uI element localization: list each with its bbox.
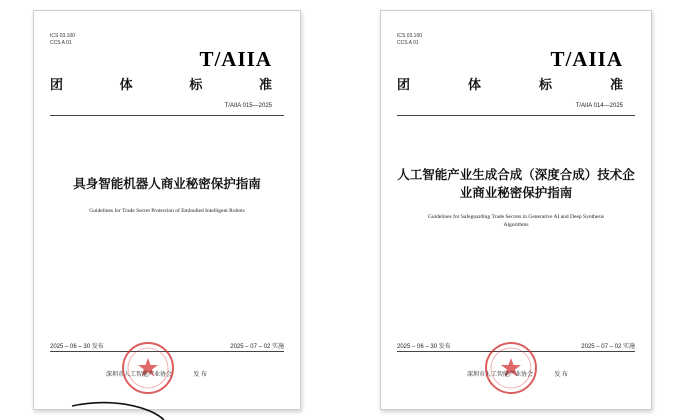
standard-code: T/AIIA: [199, 47, 272, 71]
seal-star-icon: [487, 344, 535, 392]
issuer-line: [106, 369, 207, 378]
title-chinese: [44, 175, 290, 193]
type-char: 准: [609, 77, 623, 92]
standard-cover-left: [33, 10, 301, 410]
type-char: 体: [467, 77, 481, 92]
seal-star-icon: [124, 344, 172, 392]
type-char: 体: [119, 77, 133, 92]
publish-date: 2025 – 06 – 30 发布: [50, 344, 104, 350]
title-line: 业商业秘密保护指南: [459, 186, 573, 200]
header-divider: [397, 115, 635, 116]
ics-code: ICS 03.100: [397, 33, 423, 39]
implement-date: 2025 – 07 – 02 实施: [230, 344, 284, 350]
type-char: 标: [189, 77, 203, 92]
title-line: Algorithms: [503, 222, 529, 228]
type-char: 准: [258, 77, 272, 92]
pen-stroke-mark: [70, 400, 170, 420]
issuer-name: 深圳市人工智能产业协会: [467, 372, 534, 378]
publish-date: 2025 – 06 – 30 发布: [397, 344, 451, 350]
standard-cover-right: [380, 10, 652, 410]
issue-label: 发 布: [554, 372, 569, 378]
title-line: Guidelines for Safeguarding Trade Secrets in Generative AI and Deep Synthesis: [427, 214, 605, 220]
issue-label: 发 布: [193, 372, 208, 378]
ccs-code: CCS A 01: [50, 40, 72, 46]
type-char: 标: [538, 77, 552, 92]
header-divider: [50, 115, 284, 116]
implement-date: 2025 – 07 – 02 实施: [581, 344, 635, 350]
title-english: [395, 213, 637, 229]
red-seal-stamp: [485, 342, 537, 394]
standard-number: T/AIIA 015—2025: [224, 103, 272, 109]
standard-code: T/AIIA: [550, 47, 623, 71]
type-char: 团: [50, 77, 64, 92]
title-line: Guidelines for Trade Secret Protection of Embodied Intelligent Robots: [89, 208, 245, 214]
classification-codes: [397, 33, 422, 47]
red-seal-stamp: [122, 342, 174, 394]
title-english: [48, 207, 286, 215]
ics-code: ICS 03.100: [50, 33, 76, 39]
classification-codes: [50, 33, 75, 47]
title-line: 人工智能产业生成合成（深度合成）技术企: [397, 168, 635, 182]
standard-number: T/AIIA 014—2025: [575, 103, 623, 109]
issuer-line: [467, 369, 568, 378]
standard-type: [50, 74, 272, 93]
title-line: 具身智能机器人商业秘密保护指南: [73, 177, 261, 191]
type-char: 团: [397, 77, 411, 92]
standard-type: [397, 74, 623, 93]
issuer-name: 深圳市人工智能产业协会: [106, 372, 173, 378]
ccs-code: CCS A 01: [397, 40, 419, 46]
title-chinese: [391, 166, 641, 202]
